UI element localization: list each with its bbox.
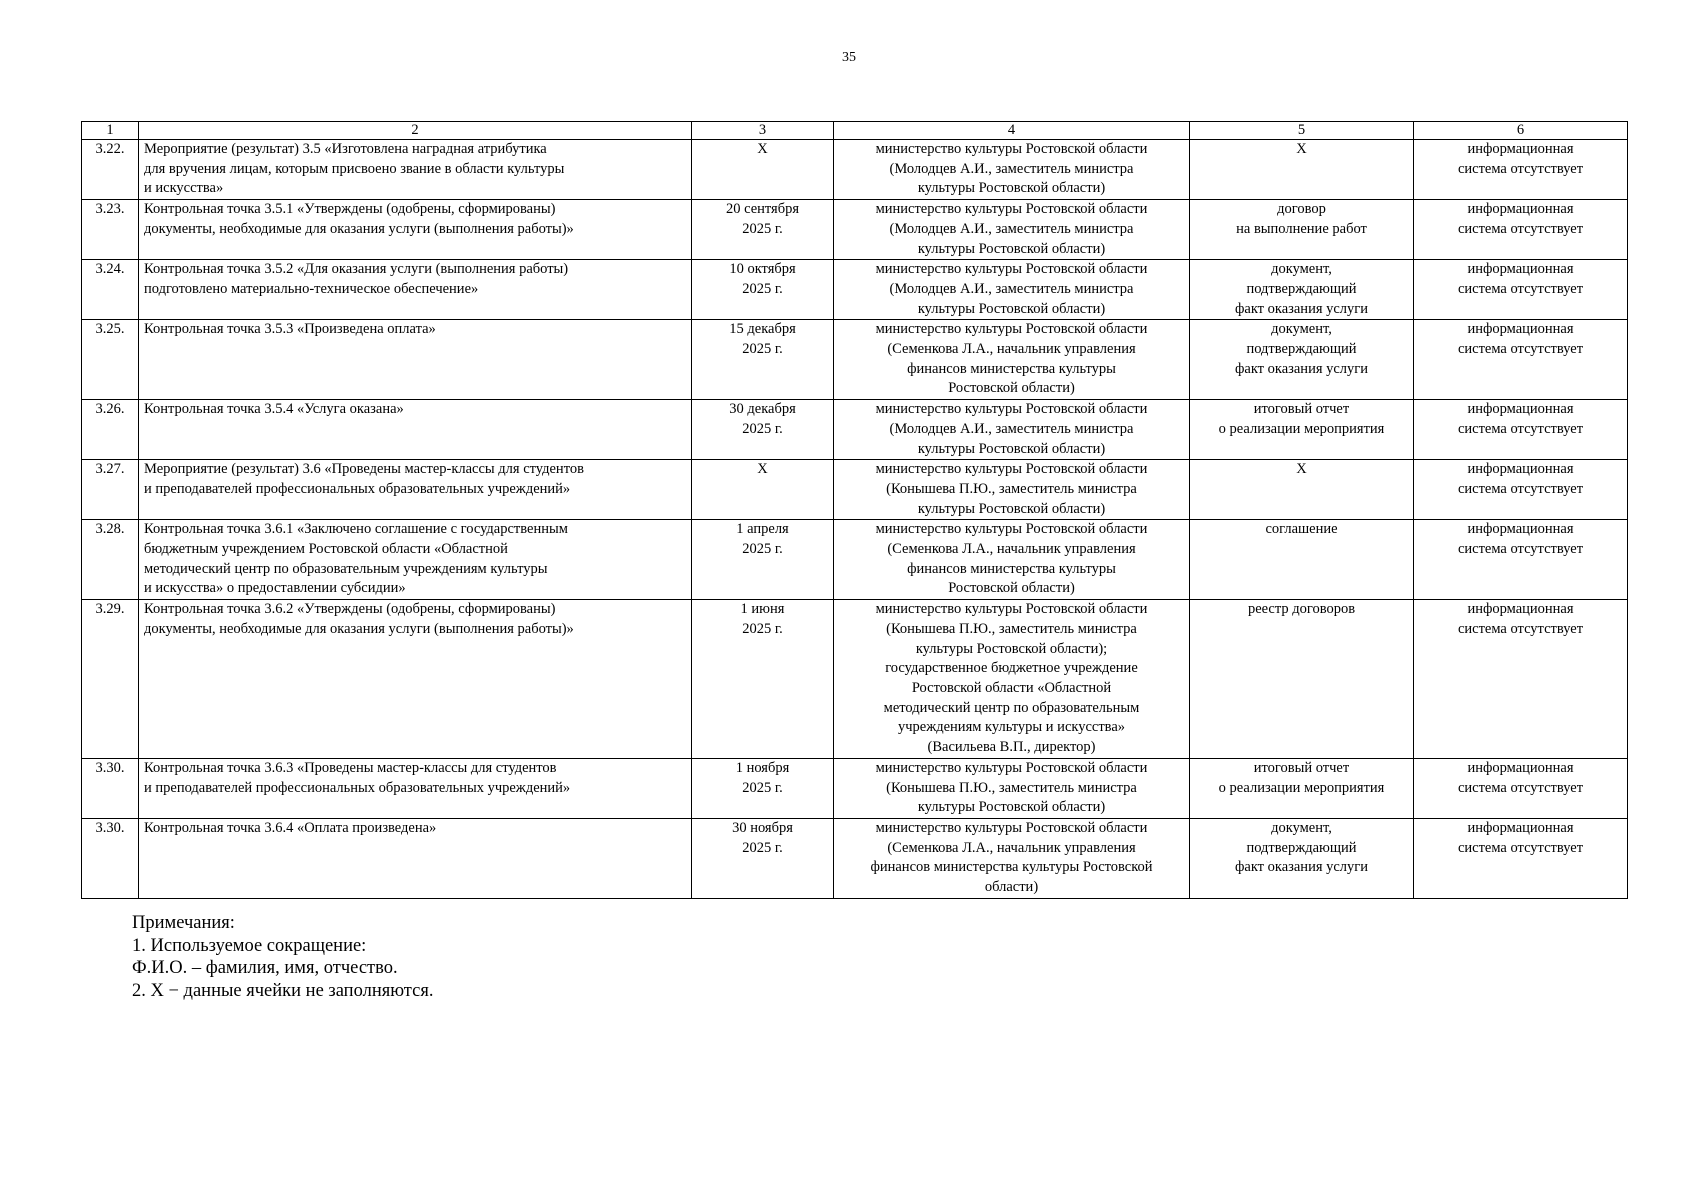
row-number-cell: 3.24. (82, 260, 139, 320)
row-number-cell: 3.28. (82, 520, 139, 600)
deadline-cell: 1 апреля 2025 г. (692, 520, 834, 600)
deadline-cell: 30 декабря 2025 г. (692, 400, 834, 460)
table-row (82, 260, 1628, 320)
info-system-cell: информационная система отсутствует (1414, 260, 1628, 320)
header-cell-1: 1 (82, 122, 139, 140)
document-type-cell: X (1190, 140, 1414, 200)
header-cell-2: 2 (139, 122, 692, 140)
responsible-cell: министерство культуры Ростовской области (Молодцев А.И., заместитель министра культуры Ростовской области) (834, 400, 1190, 460)
responsible-cell: министерство культуры Ростовской области (Конышева П.Ю., заместитель министра культуры Ростовской области); государственное бюджетное учреждение Ростовской области «Областной методический центр по образовательным учреждениям культуры и искусства» (Васильева В.П., директор) (834, 600, 1190, 759)
row-number-cell: 3.25. (82, 320, 139, 400)
info-system-cell: информационная система отсутствует (1414, 140, 1628, 200)
document-type-cell: соглашение (1190, 520, 1414, 600)
deadline-cell: 15 декабря 2025 г. (692, 320, 834, 400)
event-name-cell: Контрольная точка 3.6.2 «Утверждены (одобрены, сформированы) документы, необходимые для оказания услуги (выполнения работы)» (139, 600, 692, 759)
responsible-cell: министерство культуры Ростовской области (Конышева П.Ю., заместитель министра культуры Ростовской области) (834, 758, 1190, 818)
responsible-cell: министерство культуры Ростовской области (Семенкова Л.А., начальник управления финансов министерства культуры Ростовской области) (834, 818, 1190, 898)
table-row (82, 400, 1628, 460)
responsible-cell: министерство культуры Ростовской области (Молодцев А.И., заместитель министра культуры Ростовской области) (834, 260, 1190, 320)
header-cell-6: 6 (1414, 122, 1628, 140)
note-item: 1. Используемое сокращение: (132, 935, 367, 956)
deadline-cell: 20 сентября 2025 г. (692, 200, 834, 260)
row-number-cell: 3.29. (82, 600, 139, 759)
event-name-cell: Контрольная точка 3.5.1 «Утверждены (одобрены, сформированы) документы, необходимые для оказания услуги (выполнения работы)» (139, 200, 692, 260)
info-system-cell: информационная система отсутствует (1414, 520, 1628, 600)
event-name-cell: Контрольная точка 3.6.4 «Оплата произведена» (139, 818, 692, 898)
responsible-cell: министерство культуры Ростовской области (Семенкова Л.А., начальник управления финансов министерства культуры Ростовской области) (834, 320, 1190, 400)
note-item: Ф.И.О. – фамилия, имя, отчество. (132, 958, 398, 978)
table-row (82, 140, 1628, 200)
document-type-cell: X (1190, 460, 1414, 520)
info-system-cell: информационная система отсутствует (1414, 600, 1628, 759)
row-number-cell: 3.23. (82, 200, 139, 260)
deadline-cell: 1 ноября 2025 г. (692, 758, 834, 818)
table-body (82, 140, 1628, 899)
row-number-cell: 3.30. (82, 758, 139, 818)
row-number-cell: 3.30. (82, 818, 139, 898)
event-name-cell: Контрольная точка 3.5.2 «Для оказания услуги (выполнения работы) подготовлено материально-техническое обеспечение» (139, 260, 692, 320)
header-cell-5: 5 (1190, 122, 1414, 140)
table-row (82, 600, 1628, 759)
table-row (82, 520, 1628, 600)
note-item: 2. X − данные ячейки не заполняются. (132, 980, 434, 1001)
table-row (82, 818, 1628, 898)
info-system-cell: информационная система отсутствует (1414, 758, 1628, 818)
info-system-cell: информационная система отсутствует (1414, 400, 1628, 460)
table-row (82, 460, 1628, 520)
document-type-cell: документ, подтверждающий факт оказания услуги (1190, 260, 1414, 320)
plan-table (81, 121, 1628, 899)
document-type-cell: итоговый отчет о реализации мероприятия (1190, 758, 1414, 818)
row-number-cell: 3.22. (82, 140, 139, 200)
table-row (82, 758, 1628, 818)
header-cell-3: 3 (692, 122, 834, 140)
event-name-cell: Контрольная точка 3.6.1 «Заключено соглашение с государственным бюджетным учреждением Ростовской области «Областной методический центр по образовательным учреждениям культуры и искусства» о предоставлении субсидии» (139, 520, 692, 600)
deadline-cell: 10 октября 2025 г. (692, 260, 834, 320)
event-name-cell: Мероприятие (результат) 3.5 «Изготовлена наградная атрибутика для вручения лицам, которым присвоено звание в области культуры и искусства» (139, 140, 692, 200)
table-row (82, 200, 1628, 260)
event-name-cell: Контрольная точка 3.6.3 «Проведены мастер-классы для студентов и преподавателей профессиональных образовательных учреждений» (139, 758, 692, 818)
info-system-cell: информационная система отсутствует (1414, 818, 1628, 898)
info-system-cell: информационная система отсутствует (1414, 200, 1628, 260)
info-system-cell: информационная система отсутствует (1414, 460, 1628, 520)
header-cell-4: 4 (834, 122, 1190, 140)
document-type-cell: документ, подтверждающий факт оказания услуги (1190, 320, 1414, 400)
document-type-cell: реестр договоров (1190, 600, 1414, 759)
deadline-cell: X (692, 140, 834, 200)
deadline-cell: 1 июня 2025 г. (692, 600, 834, 759)
header-row (82, 122, 1628, 140)
event-name-cell: Контрольная точка 3.5.3 «Произведена оплата» (139, 320, 692, 400)
responsible-cell: министерство культуры Ростовской области (Молодцев А.И., заместитель министра культуры Ростовской области) (834, 140, 1190, 200)
event-name-cell: Контрольная точка 3.5.4 «Услуга оказана» (139, 400, 692, 460)
row-number-cell: 3.26. (82, 400, 139, 460)
deadline-cell: 30 ноября 2025 г. (692, 818, 834, 898)
document-type-cell: итоговый отчет о реализации мероприятия (1190, 400, 1414, 460)
notes (132, 912, 433, 1002)
document-type-cell: документ, подтверждающий факт оказания услуги (1190, 818, 1414, 898)
responsible-cell: министерство культуры Ростовской области (Семенкова Л.А., начальник управления финансов министерства культуры Ростовской области) (834, 520, 1190, 600)
table-row (82, 320, 1628, 400)
info-system-cell: информационная система отсутствует (1414, 320, 1628, 400)
row-number-cell: 3.27. (82, 460, 139, 520)
page-number: 35 (842, 50, 856, 65)
responsible-cell: министерство культуры Ростовской области (Молодцев А.И., заместитель министра культуры Ростовской области) (834, 200, 1190, 260)
deadline-cell: X (692, 460, 834, 520)
event-name-cell: Мероприятие (результат) 3.6 «Проведены мастер-классы для студентов и преподавателей профессиональных образовательных учреждений» (139, 460, 692, 520)
notes-heading: Примечания: (132, 913, 235, 933)
responsible-cell: министерство культуры Ростовской области (Конышева П.Ю., заместитель министра культуры Ростовской области) (834, 460, 1190, 520)
document-type-cell: договор на выполнение работ (1190, 200, 1414, 260)
